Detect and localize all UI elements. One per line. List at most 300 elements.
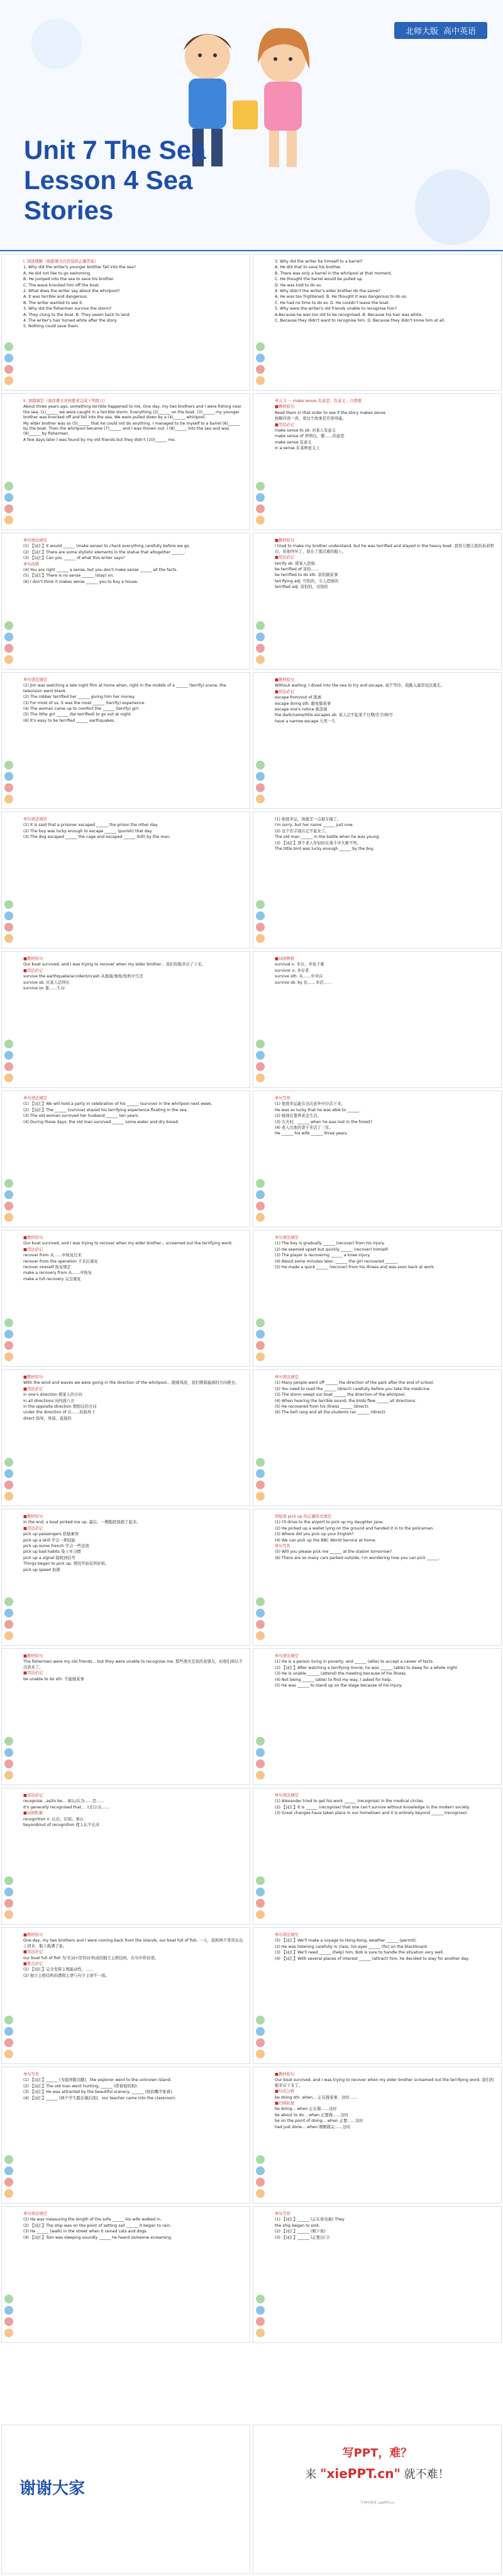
text-line: pick up a skill 学会一项技能: [23, 1538, 75, 1543]
text-line: ■用法必记: [23, 1386, 43, 1391]
slide-text-block: [275, 817, 496, 852]
decoration-dot-icon: [4, 1190, 13, 1199]
decoration-dot-icon: [256, 504, 265, 513]
text-line: (3) The player is recovering ______ a knee injury.: [275, 1253, 371, 1258]
text-line: (4) During those days, the old man survived ______ some water and dry bread.: [23, 1119, 179, 1124]
slide-decoration: [253, 1231, 271, 1366]
text-line: I'm sorry, but her name ______ just now.: [275, 823, 354, 828]
text-line: survive on 靠……生存: [23, 986, 65, 991]
decoration-dot-icon: [4, 2317, 13, 2326]
text-line: make sense 有意义: [275, 440, 312, 445]
decoration-dot-icon: [4, 376, 13, 385]
text-line: in a sense 在某种意义上: [275, 446, 320, 451]
slide-s15-right: [253, 2067, 502, 2204]
text-line: ■教材原句: [23, 1514, 43, 1519]
slide-text-block: [23, 1514, 245, 1573]
text-line: Without waiting, I dived into the sea to try and escape, 毫不等待，我跳入海里设法逃走。: [275, 683, 445, 688]
slide-s4-left: [1, 533, 250, 670]
slide-s9-right: [253, 1230, 502, 1367]
slide-s3-right: [253, 393, 502, 530]
slide-s4-right: [253, 533, 502, 670]
slide-s10-left: [1, 1369, 250, 1506]
text-line: A. He did not like to go swimming.: [23, 271, 92, 276]
text-line: In the end, a boat picked me up. 最后，一艘船把我救了起来。: [23, 1520, 141, 1525]
text-line: ■教材原句: [275, 405, 295, 410]
decoration-dot-icon: [4, 783, 13, 792]
text-line: (5) He was ______ to stand up on the stage because of his injury.: [275, 1683, 402, 1688]
decoration-dot-icon: [256, 365, 265, 374]
decoration-dot-icon: [256, 1179, 265, 1188]
text-line: 用短语 pick up 的正确形式填空: [275, 1514, 331, 1519]
decoration-dot-icon: [256, 1469, 265, 1478]
text-line: 单句语法填空: [275, 1236, 299, 1240]
cover-slide: [0, 0, 503, 251]
text-line: escape from/out of 逃离: [275, 695, 322, 700]
decoration-dot-icon: [4, 1899, 13, 1908]
text-line: (4) You are right ______ a sense, but you don't make sense ______ all the facts.: [23, 568, 178, 573]
text-line: direct 指导，导演，直接的: [23, 1416, 72, 1421]
text-line: (6) It's easy to be terrified ______ earthquakes.: [23, 718, 116, 723]
decoration-dot-icon: [4, 493, 13, 502]
slide-decoration: [2, 1091, 19, 1227]
text-line: survivor n. 幸存者: [275, 968, 309, 973]
text-line: One day, my two brothers and I were coming back from the islands, our boat full of fish. 一天，我和两个哥哥从岛上回来，船上载满了鱼。: [23, 1938, 243, 1948]
decoration-dot-icon: [256, 2050, 265, 2058]
title-line-3: Stories: [24, 195, 114, 225]
decoration-dot-icon: [256, 482, 265, 491]
text-line: in the opposite direction 朝相反的方向: [23, 1405, 97, 1410]
decoration-dot-icon: [256, 354, 265, 362]
decoration-dot-icon: [4, 1040, 13, 1048]
text-line: 单元 1 一 make sense 有意思；有意义；合情理: [275, 399, 362, 403]
decoration-dot-icon: [4, 2329, 13, 2337]
slide-decoration: [253, 673, 271, 808]
text-line: (6) There are so many cars parked outside, I'm wondering how you can pick ______.: [275, 1555, 440, 1560]
text-line: had just done... when 刚刚做完……这时: [275, 2124, 351, 2129]
text-line: 单句改错: [23, 562, 40, 567]
decoration-dot-icon: [256, 1190, 265, 1199]
decoration-dot-icon: [256, 1330, 265, 1339]
text-line: (2) 她现在靠养老金生活。: [275, 1114, 321, 1119]
decoration-dot-icon: [256, 1318, 265, 1327]
text-line: ■教材原句: [275, 538, 295, 543]
text-line: recognise...as/to be... 承认/认为……是……: [23, 1799, 104, 1804]
text-line: 5. Nothing could save them.: [23, 324, 80, 329]
promo-slide: [253, 2425, 502, 2574]
slide-text-block: [275, 2072, 496, 2131]
slide-decoration: [2, 2207, 19, 2342]
text-line: ■要点必记: [23, 1962, 43, 1967]
decoration-dot-icon: [4, 1341, 13, 1350]
decoration-dot-icon: [4, 1318, 13, 1327]
decoration-dot-icon: [4, 2155, 13, 2164]
decoration-dot-icon: [4, 644, 13, 653]
text-line: (2) 【词汇】The ______ (survive) shared his terrifying experience floating in the sea.: [23, 1107, 188, 1112]
text-line: ■教材原句: [23, 1933, 43, 1937]
text-line: recover from the operation 手术后康复: [23, 1259, 98, 1264]
slide-text-block: [23, 1236, 245, 1283]
decoration-dot-icon: [256, 1609, 265, 1617]
decoration-dot-icon: [256, 1062, 265, 1071]
text-line: ■用法必记: [23, 1671, 43, 1676]
text-line: A. He did that to save his brother.: [275, 265, 342, 270]
text-line: survival n. 幸存，幸免于难: [275, 962, 324, 967]
text-line: I. 阅读理解（根据课文内容选择正确答案）: [23, 259, 99, 264]
text-line: 单句语法填空: [23, 1096, 47, 1101]
text-line: 4. Why didn't the writer's elder brother do the same?: [275, 289, 380, 294]
text-line: 单句写作: [275, 1096, 291, 1101]
decoration-dot-icon: [4, 1051, 13, 1060]
slide-s8-right: [253, 1090, 502, 1227]
decoration-dot-icon: [4, 911, 13, 920]
text-line: escape doing sth. 避免做某事: [275, 701, 331, 706]
text-line: ■教材原句: [23, 1654, 43, 1658]
decoration-dot-icon: [4, 923, 13, 932]
decoration-dot-icon: [4, 1597, 13, 1606]
text-line: terrifying adj. 可怕的，令人恐惧的: [275, 579, 339, 584]
decoration-dot-icon: [4, 1458, 13, 1467]
slide-decoration: [2, 812, 19, 948]
decoration-dot-icon: [256, 2317, 265, 2326]
text-line: recover oneself 恢复镇定: [23, 1265, 71, 1270]
decoration-dot-icon: [256, 1213, 265, 1222]
text-line: II. 语篇填空（阅读课文并按要求完成下列练习）: [23, 399, 108, 403]
text-line: (2) 【词汇】The ship was on the point of setting sail ______ it began to rain.: [23, 2223, 172, 2228]
text-line: (1) 他很幸运能在这次意外中存活下来。: [275, 1102, 345, 1107]
text-line: ■用法必记: [275, 422, 295, 427]
text-line: It's generally recognised that... 人们公认……: [23, 1805, 110, 1810]
slide-text-block: [23, 1096, 245, 1126]
slide-text-block: [275, 2212, 496, 2241]
text-line: (3) The dog escaped ______ the cage and escaped ______ (kill) by the man.: [23, 835, 171, 840]
decoration-dot-icon: [4, 655, 13, 664]
text-line: (1) Many people went off ______ the direction of the park after the end of school.: [275, 1381, 434, 1386]
text-line: (3) Great changes have taken place in our hometown and it is entirely beyond ______ (recognise).: [275, 1811, 468, 1816]
text-line: ■词语积累: [23, 1811, 43, 1816]
text-line: (1) Jim was watching a late night film at home when, right in the middle of a ______ (terrify) scene, the television went blank.: [23, 683, 226, 693]
slide-text-block: [275, 538, 496, 591]
promo-line-2: 来 "xiePPT.cn" 就不难！: [305, 2466, 450, 2481]
text-line: (1) He is a person living in poverty, and ______ (able) to accept a career of facts.: [275, 1660, 434, 1665]
text-line: recover from 从……中恢复过来: [23, 1253, 82, 1258]
slide-decoration: [253, 2067, 271, 2203]
decoration-dot-icon: [256, 2038, 265, 2047]
text-line: (4) When hearing the terrible sound, the birds flew ______ all directions.: [275, 1398, 417, 1403]
slide-decoration: [253, 533, 271, 669]
text-line: in one's direction 朝某人的方向: [23, 1393, 82, 1398]
decoration-dot-icon: [4, 633, 13, 641]
slide-text-block: [275, 259, 496, 324]
text-line: He ______ his wife ______ three years.: [275, 1131, 348, 1136]
text-line: (2) The robber terrified her ______ giving him her money.: [23, 695, 135, 700]
decoration-dot-icon: [4, 761, 13, 769]
decoration-dot-icon: [256, 655, 265, 664]
decoration-dot-icon: [256, 1051, 265, 1060]
slide-s10-right: [253, 1369, 502, 1506]
decoration-dot-icon: [256, 633, 265, 641]
slide-decoration: [2, 394, 19, 530]
decoration-dot-icon: [4, 1609, 13, 1617]
decoration-dot-icon: [4, 1620, 13, 1629]
text-line: make a recovery from 从……中恢复: [23, 1271, 92, 1276]
text-line: (5) 【词汇】We'll make a voyage to Hong Kong, weather ______ (permit).: [275, 1938, 417, 1943]
text-line: be unable to do sth. 不能做某事: [23, 1677, 84, 1682]
decoration-dot-icon: [4, 2166, 13, 2175]
text-line: (3) 【词汇】______ (正要出门): [275, 2235, 330, 2240]
slide-text-block: [23, 399, 245, 443]
text-line: A few days later I was found by my old friends but they didn't (10)______ me.: [23, 437, 176, 442]
slide-decoration: [2, 254, 19, 390]
text-line: (3) 【词汇】We'll need ______ (help) him, Bob is sure to handle the situation very well.: [275, 1950, 444, 1955]
slide-text-block: [23, 678, 245, 724]
slide-decoration: [253, 952, 271, 1087]
decoration-dot-icon: [256, 1073, 265, 1082]
text-line: (6) I don't think it makes sense ______ you to buy a house.: [23, 579, 139, 584]
slide-text-block: [275, 1793, 496, 1817]
text-line: 4. The writer's hair turned white after the story.: [23, 318, 118, 323]
text-line: (4) 【词汇】Tom was sleeping soundly ______ he heard someone screaming.: [23, 2235, 172, 2240]
decoration-dot-icon: [4, 1888, 13, 1896]
decoration-dot-icon: [256, 1597, 265, 1606]
decoration-dot-icon: [256, 516, 265, 524]
text-line: (1) 他很幸运，他就差一点被车撞了。: [275, 817, 341, 822]
decoration-dot-icon: [4, 1330, 13, 1339]
slide-text-block: [23, 259, 245, 330]
text-line: The fishermen were my old friends... but they were unable to recognise me. 那些渔夫是我的老朋友，但他们却认不出我来了。: [23, 1660, 243, 1670]
decoration-dot-icon: [256, 493, 265, 502]
text-line: our boat full of fish 为'名词+形容词'构成的独立主格结构，在句中作状语。: [23, 1955, 159, 1960]
text-line: C. Because they didn't want to recognise him. D. Because they didn't know him at all.: [275, 318, 445, 323]
text-line: make sense of 弄明白，懂……的意思: [275, 434, 345, 439]
slide-s6-right: [253, 812, 502, 948]
text-line: ■用法必记: [23, 968, 43, 973]
decoration-dot-icon: [4, 1737, 13, 1746]
decoration-dot-icon: [256, 900, 265, 909]
text-line: 3. Why did the writer tie himself to a barrel?: [275, 259, 363, 264]
slide-decoration: [253, 1788, 271, 1924]
thanks-slide: [1, 2425, 250, 2574]
text-line: (4) We can pick up the BBC World Service at home.: [275, 1538, 377, 1543]
text-line: (1) 【词汇】It would ______ (make sense) to check everything carefully before we go.: [23, 544, 191, 549]
text-line: (3) He is unable ______ (attend) the meeting because of his illness.: [275, 1671, 407, 1677]
decoration-dot-icon: [256, 934, 265, 943]
text-line: (3) 【词汇】Can you ______ of what this writer says?: [23, 556, 125, 561]
slide-text-block: [275, 1933, 496, 1962]
text-line: ■用法必记: [23, 1247, 43, 1252]
decoration-dot-icon: [256, 1899, 265, 1908]
decoration-dot-icon: [4, 795, 13, 803]
text-line: 单句语法填空: [23, 817, 47, 822]
text-line: (2) The boy was lucky enough to escape ______ (punish) that day.: [23, 829, 153, 834]
decoration-dot-icon: [4, 1910, 13, 1919]
decoration-dot-icon: [256, 911, 265, 920]
text-line: terrify sb. 使某人恐惧: [275, 561, 315, 566]
slide-decoration: [2, 1649, 19, 1785]
text-line: (1) Alexander tried to get his work ______ (recognise) in the medical circles.: [275, 1799, 424, 1804]
text-line: make sense to sb. 对某人有意义: [275, 428, 336, 433]
text-line: be terrified to do sth. 害怕做某事: [275, 573, 338, 578]
decoration-dot-icon: [256, 2295, 265, 2303]
text-line: beyond/out of recognition 使人认不出来: [23, 1823, 100, 1828]
text-line: ■句式分析: [275, 2089, 295, 2094]
text-line: 单句语法填空: [275, 1654, 299, 1658]
slide-text-block: [23, 1375, 245, 1422]
text-line: Our boat survived, and I was trying to recover when my elder brother screamed out the terrifying word. 我们的船幸存下来了。: [275, 2078, 494, 2088]
text-line: have a narrow escape 九死一生: [275, 719, 336, 724]
decoration-dot-icon: [256, 761, 265, 769]
slide-text-block: [23, 957, 245, 992]
text-line: pick up bad habits 染上坏习惯: [23, 1550, 81, 1555]
decoration-dot-icon: [256, 1040, 265, 1048]
text-line: (2) He seemed upset but quickly ______ (recover) himself.: [275, 1247, 389, 1252]
decoration-dot-icon: [4, 2016, 13, 2024]
text-line: A.Because he was too old to be recognised. B. Because his hair was white.: [275, 312, 423, 317]
decoration-dot-icon: [4, 365, 13, 374]
slide-decoration: [253, 1509, 271, 1645]
decoration-dot-icon: [256, 783, 265, 792]
decoration-dot-icon: [4, 1213, 13, 1222]
text-line: (4) 【词汇】______ (两个学生跟在她后面)，our teacher came into the classroom.: [23, 2095, 177, 2100]
decoration-dot-icon: [256, 2329, 265, 2337]
decoration-dot-icon: [4, 2027, 13, 2036]
decoration-dot-icon: [256, 1202, 265, 1210]
slide-s7-left: [1, 951, 250, 1088]
text-line: (3) 【词汇】那个老人年轻时在战斗中大难不死。: [275, 840, 361, 845]
text-line: ■教材原句: [23, 957, 43, 961]
decoration-dot-icon: [4, 621, 13, 630]
text-line: C. The wave knocked him off the boat.: [23, 283, 100, 288]
text-line: (3) 【词汇】He was attracted by the beautiful scenery, ______ (他的嘴半张着).: [23, 2090, 174, 2095]
text-line: 单句语法填空: [23, 538, 47, 543]
text-line: (5) He recovered from his illness ______ (direct).: [275, 1405, 370, 1410]
decoration-dot-icon: [256, 772, 265, 781]
text-line: (4) About some minutes later, ______ the girl recovered ______.: [275, 1259, 399, 1264]
decoration-dot-icon: [4, 1771, 13, 1780]
decoration-dot-icon: [4, 1631, 13, 1640]
slide-decoration: [2, 952, 19, 1087]
slide-text-block: [23, 1654, 245, 1683]
text-line: ■教材原句: [275, 678, 295, 682]
decoration-dot-icon: [4, 1073, 13, 1082]
text-line: (1) 【词汇】______ (为祖国做贡献)，the explorer went to the unknown island.: [23, 2078, 172, 2083]
text-line: ■教材原句: [23, 1236, 43, 1240]
slide-s5-right: [253, 672, 502, 809]
slide-s16-left: [1, 2206, 250, 2343]
text-line: Our boat survived, and I was trying to recover when my elder brother... 我们的船幸存了下来。: [23, 962, 206, 967]
text-line: pick up passengers 搭载乘客: [23, 1532, 79, 1537]
text-line: survive sb. by 比……多活……: [275, 980, 332, 985]
decoration-dot-icon: [4, 2050, 13, 2058]
text-line: Read them in that order to see if the story makes sense: [275, 410, 386, 415]
text-line: (2) 这个名字现在记不起来了。: [275, 829, 329, 834]
text-line: terrified adj. 害怕的，受惊的: [275, 585, 328, 590]
text-line: ■用法必记: [275, 689, 295, 694]
slide-s3-left: [1, 393, 250, 530]
text-line: C. He thought the barrel would be pulled up.: [275, 277, 363, 282]
text-line: ■用法必记: [23, 1950, 43, 1955]
slide-text-block: [275, 399, 496, 452]
decoration-dot-icon: [4, 1062, 13, 1071]
slide-s8-left: [1, 1090, 250, 1227]
text-line: escape one's notice 被忽视: [275, 707, 328, 712]
text-line: ■词语辨析: [275, 957, 295, 961]
decoration-dot-icon: [4, 1481, 13, 1489]
slide-decoration: [2, 1231, 19, 1366]
text-line: pick up some French 学会一些法语: [23, 1544, 89, 1549]
slide-s2-right: [253, 254, 502, 391]
decoration-dot-icon: [4, 934, 13, 943]
text-line: He was so lucky that he was able to ______.: [275, 1107, 361, 1112]
text-line: (3) 大火时，______ when he was lost in the forest?: [275, 1119, 373, 1124]
text-line: ■教材原句: [275, 2072, 295, 2077]
thanks-text: 谢谢大家: [19, 2479, 86, 2498]
text-line: (1) The boy is gradually ______ (recover) from his injury.: [275, 1241, 385, 1246]
text-line: C. He had no time to do so. D. He couldn't leave the boat.: [275, 300, 390, 305]
slide-s15-left: [1, 2067, 250, 2204]
slide-s12-right: [253, 1648, 502, 1785]
decoration-dot-icon: [256, 1876, 265, 1885]
slide-s16-right: [253, 2206, 502, 2343]
decoration-dot-icon: [4, 1469, 13, 1478]
slide-text-block: [23, 2072, 245, 2102]
decoration-dot-icon: [256, 2189, 265, 2198]
text-line: (5) He made a quick ______ (recover) from his illness and was soon back at work.: [275, 1265, 435, 1270]
slide-s13-right: [253, 1788, 502, 1925]
text-line: be doing sth. when... 正在做某事，这时……: [275, 2095, 358, 2100]
text-line: (5) The little girl ______ (be terrified) to go out at night.: [23, 712, 132, 717]
text-line: (2) He was listening carefully in class, his eyes ______ (fix) on the blackboard.: [275, 1944, 428, 1949]
decoration-dot-icon: [4, 2295, 13, 2303]
text-line: (3) He ______ (walk) in the street when it rained cats and dogs.: [23, 2229, 148, 2234]
promo-footer: 写PPT就来 xiePPT.cn: [360, 2501, 394, 2505]
decoration-dot-icon: [256, 342, 265, 351]
decoration-dot-icon: [256, 1352, 265, 1361]
text-line: (2) 【词汇】It is ______ (recognise) that one can't survive without knowledge in the modern society.: [275, 1805, 470, 1810]
decoration-dot-icon: [256, 1481, 265, 1489]
decoration-dot-icon: [256, 1341, 265, 1350]
decoration-dot-icon: [4, 1759, 13, 1768]
text-line: the dark/name/title escapes sb. 某人记不起某个日期/名字/称号: [275, 713, 393, 718]
decoration-dot-icon: [4, 2038, 13, 2047]
text-line: be doing... when 正在做……这时: [275, 2107, 337, 2112]
title-line-1: Unit 7 The Sea: [24, 135, 206, 165]
promo-line-1: 写PPT，难？: [342, 2447, 412, 2460]
text-line: (1) It is said that a prisoner escaped ______ the prison the other day.: [23, 823, 158, 828]
slide-text-block: [23, 538, 245, 585]
text-line: pick up speed 加速: [23, 1567, 60, 1572]
decoration-dot-icon: [4, 342, 13, 351]
decoration-dot-icon: [256, 1910, 265, 1919]
text-line: (2) He picked up a wallet lying on the ground and handed it in to the policeman.: [275, 1526, 434, 1531]
slide-s11-right: [253, 1509, 502, 1646]
text-line: pick up a signal 接收到信号: [23, 1555, 75, 1560]
text-line: The little bird was lucky enough ______ by the boy.: [275, 847, 374, 852]
slide-text-block: [275, 1096, 496, 1138]
slide-s12-left: [1, 1648, 250, 1785]
text-line: (4) The woman came up to comfort the ______ (terrify) girl.: [23, 707, 140, 712]
decoration-dot-icon: [4, 2178, 13, 2187]
slide-text-block: [275, 957, 496, 986]
text-line: 2. What does the writer say about the whirlpool?: [23, 289, 120, 294]
text-line: (2) 【词汇】After watching a terrifying movie, he was ______ (able) to sleep for a whole night.: [275, 1665, 458, 1670]
text-line: 按顺序读一读，看这个故事是否讲得通。: [275, 416, 346, 421]
text-line: (3) The storm swept our boat ______ the direction of the whirlpool.: [275, 1393, 406, 1398]
decoration-dot-icon: [256, 1458, 265, 1467]
text-line: A. It was terrible and dangerous.: [23, 295, 88, 300]
slide-text-block: [23, 817, 245, 841]
slide-decoration: [253, 1649, 271, 1785]
text-line: About three years ago, something terrible happened to me. One day, my two brothers and I were fishing near the sea. (1)______ we were caught in a terrible storm. Everything (2)______ on the boat. (3)______ my younger brother was knocked off and fell into the sea. We were pulled down by a (4)______ whirlpool.: [23, 405, 241, 420]
